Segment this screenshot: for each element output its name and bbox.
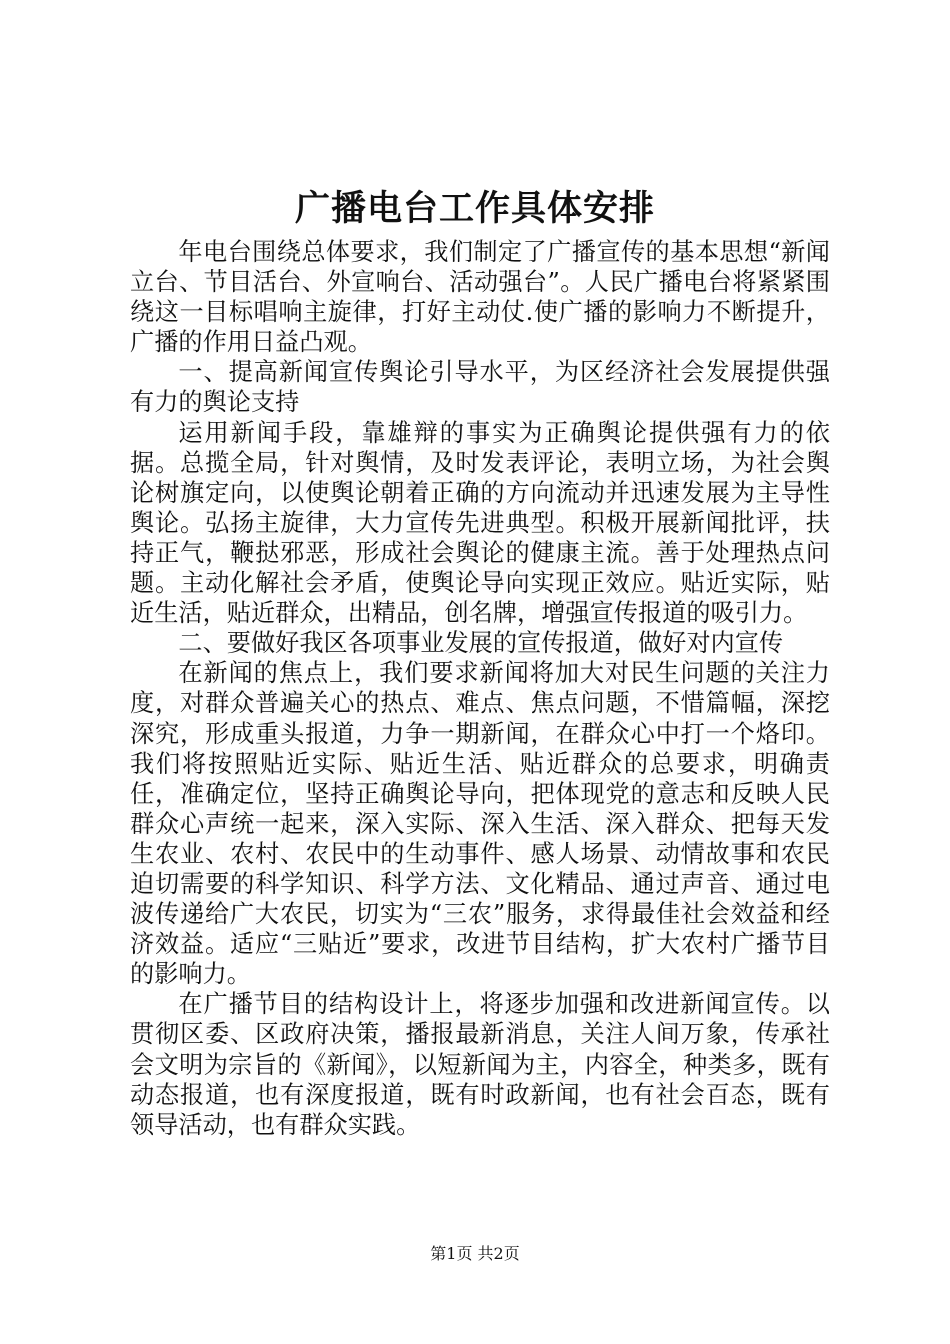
page-footer: 第1页 共2页 (430, 1244, 520, 1263)
section-heading-1: 一、提高新闻宣传舆论引导水平，为区经济社会发展提供强有力的舆论支持 (130, 358, 830, 417)
paragraph-section-2-a: 在新闻的焦点上，我们要求新闻将加大对民生问题的关注力度，对群众普遍关心的热点、难点、焦点问题，不惜篇幅，深挖深究，形成重头报道，力争一期新闻，在群众心中打一个烙印。我们将按照贴近实际、贴近生活、贴近群众的总要求，明确责任，准确定位，坚持正确舆论导向，把体现党的意志和反映人民群众心声统一起来，深入实际、深入生活、深入群众、把每天发生农业、农村、农民中的生动事件、感人场景、动情故事和农民迫切需要的科学知识、科学方法、文化精品、通过声音、通过电波传递给广大农民，切实为“三农”服务，求得最佳社会效益和经济效益。适应“三贴近”要求，改进节目结构，扩大农村广播节目的影响力。 (130, 659, 830, 989)
paragraph-section-1: 运用新闻手段，靠雄辩的事实为正确舆论提供强有力的依据。总揽全局，针对舆情，及时发表评论，表明立场，为社会舆论树旗定向，以使舆论朝着正确的方向流动并迅速发展为主导性舆论。弘扬主旋律，大力宣传先进典型。积极开展新闻批评，扶持正气，鞭挞邪恶，形成社会舆论的健康主流。善于处理热点问题。主动化解社会矛盾，使舆论导向实现正效应。贴近实际，贴近生活，贴近群众，出精品，创名牌，增强宣传报道的吸引力。 (130, 418, 830, 628)
paragraph-intro: 年电台围绕总体要求，我们制定了广播宣传的基本思想“新闻立台、节目活台、外宣响台、活动强台”。人民广播电台将紧紧围绕这一目标唱响主旋律，打好主动仗.使广播的影响力不断提升，广播的作用日益凸观。 (130, 238, 830, 357)
paragraph-section-2-b: 在广播节目的结构设计上，将逐步加强和改进新闻宣传。以贯彻区委、区政府决策，播报最新消息，关注人间万象，传承社会文明为宗旨的《新闻》，以短新闻为主，内容全，种类多，既有动态报道，也有深度报道，既有时政新闻，也有社会百态，既有领导活动，也有群众实践。 (130, 990, 830, 1139)
document-title: 广播电台工作具体安排 (294, 188, 655, 229)
document-body (130, 237, 830, 1140)
section-heading-2: 二、要做好我区各项事业发展的宣传报道，做好对内宣传 (178, 629, 784, 658)
